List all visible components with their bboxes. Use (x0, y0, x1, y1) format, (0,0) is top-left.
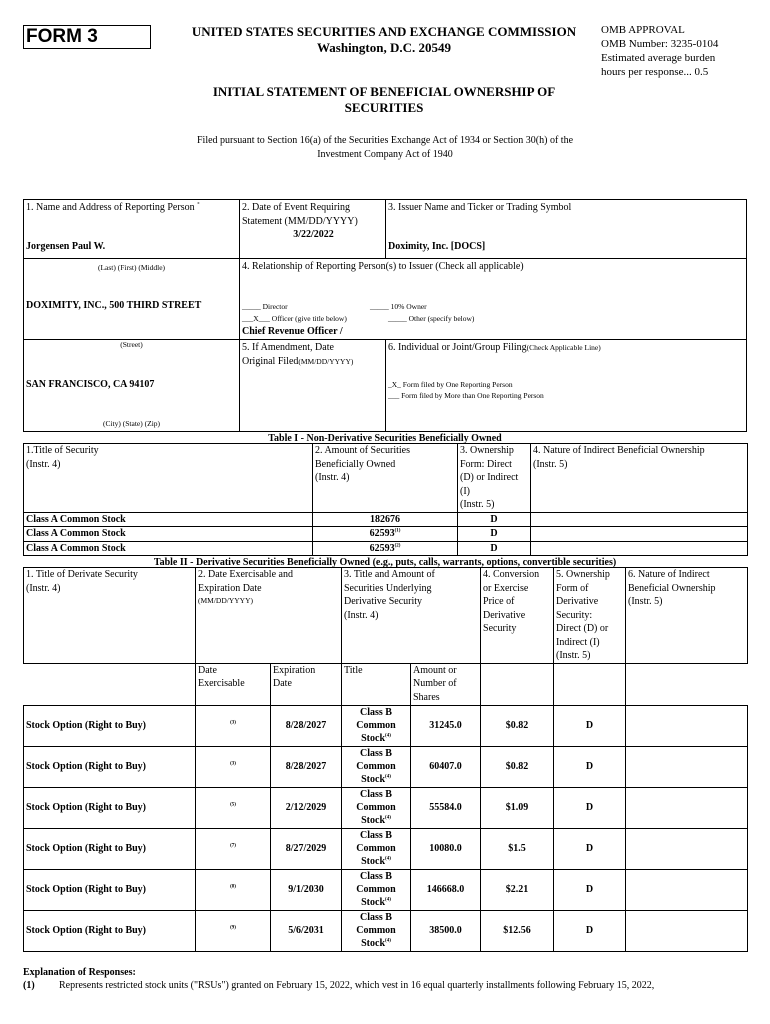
box2-label-2: Statement (MM/DD/YYYY) (242, 215, 358, 227)
form-title-line1: INITIAL STATEMENT OF BENEFICIAL OWNERSHIP OF (212, 84, 556, 99)
t1-row2-amount: 62593$^{(1)}$ (313, 527, 458, 542)
t2-exercisable: (9) (196, 910, 271, 951)
t1-row3-amount: 62593$^{(2)}$ (313, 541, 458, 556)
omb-approval: OMB APPROVAL (601, 24, 685, 36)
t2-security: Stock Option (Right to Buy) (24, 746, 196, 787)
city-caption: (City) (State) (Zip) (102, 419, 161, 428)
filing-option-many: ___ Form filed by More than One Reporting Person (388, 391, 544, 400)
omb-block (601, 23, 766, 79)
t2-security: Stock Option (Right to Buy) (24, 869, 196, 910)
box-reporting-person (23, 199, 240, 432)
t2-sub-amount: Amount or Number of Shares (411, 663, 481, 705)
t2-underlying-title: Class B Common Stock$^{(4)}$ (342, 828, 411, 869)
box5-label-small: (MM/DD/YYYY) (298, 356, 354, 366)
t2-price: $1.09 (481, 787, 554, 828)
t2-sub-blank2 (481, 663, 554, 705)
box-relationship (239, 258, 747, 340)
t1-row2-nature (531, 527, 748, 542)
t2-sub-title: Title (342, 663, 411, 705)
t2-security: Stock Option (Right to Buy) (24, 705, 196, 746)
t1-header-ownership: 3. Ownership Form: Direct (D) or Indirect (I) (Instr. 5) (458, 444, 531, 513)
t1-row2-form: D (458, 527, 531, 542)
t2-shares: 31245.0 (411, 705, 481, 746)
box3-label: 3. Issuer Name and Ticker or Trading Symbol (388, 202, 572, 213)
t2-sub-blank1 (24, 663, 196, 705)
t2-sub-expiration: Expiration Date (271, 663, 342, 705)
box-filing-type (385, 339, 747, 432)
t2-security: Stock Option (Right to Buy) (24, 828, 196, 869)
t2-expiration: 5/6/2031 (271, 910, 342, 951)
t1-row1-nature (531, 512, 748, 527)
form-title-line2: SECURITIES (344, 100, 424, 115)
t2-sub-blank3 (554, 663, 626, 705)
t2-sub-exercisable: Date Exercisable (196, 663, 271, 705)
form-label-box: FORM 3 (23, 25, 151, 49)
box-event-date (239, 199, 386, 259)
box6-label: 6. Individual or Joint/Group Filing (388, 342, 527, 353)
agency-name: UNITED STATES SECURITIES AND EXCHANGE COMMISSION (191, 24, 577, 39)
box-issuer (385, 199, 747, 259)
table2-title: Table II - Derivative Securities Beneficially Owned (e.g., puts, calls, warrants, options, convertible securities) (153, 557, 617, 568)
reporting-person-street: DOXIMITY, INC., 500 THIRD STREET (26, 300, 202, 311)
omb-burden-2: hours per response... 0.5 (601, 66, 709, 78)
filed-pursuant (100, 134, 670, 161)
t1-header-nature: 4. Nature of Indirect Beneficial Ownership (Instr. 5) (531, 444, 748, 513)
box1-divider-1 (23, 258, 240, 259)
t1-header-title: 1.Title of Security (Instr. 4) (24, 444, 313, 513)
t2-nature (626, 746, 748, 787)
t2-underlying-title: Class B Common Stock$^{(4)}$ (342, 705, 411, 746)
t2-nature (626, 910, 748, 951)
street-caption: (Street) (120, 340, 143, 349)
form-title (170, 84, 598, 116)
t2-shares: 146668.0 (411, 869, 481, 910)
t2-price: $1.5 (481, 828, 554, 869)
reporting-person-city: SAN FRANCISCO, CA 94107 (26, 379, 155, 390)
agency-location: Washington, D.C. 20549 (317, 40, 451, 55)
table-row (24, 910, 748, 951)
note-1-text: Represents restricted stock units ("RSUs") granted on February 15, 2022, which vest in 16 equal quarterly installments following February 15, 2022, (59, 980, 655, 991)
t2-exercisable: (7) (196, 828, 271, 869)
t2-price: $2.21 (481, 869, 554, 910)
other-option: _____ Other (specify below) (388, 314, 475, 323)
t2-exercisable: (3) (196, 705, 271, 746)
t2-nature (626, 705, 748, 746)
t2-underlying-title: Class B Common Stock$^{(4)}$ (342, 787, 411, 828)
t2-header-dates: 2. Date Exercisable and Expiration Date (MM/DD/YYYY) (196, 568, 342, 664)
box-amendment (239, 339, 386, 432)
t2-nature (626, 828, 748, 869)
t2-security: Stock Option (Right to Buy) (24, 787, 196, 828)
table-derivative (23, 567, 748, 952)
t1-row1-title: Class A Common Stock (24, 512, 313, 527)
box1-label-mark: * (197, 202, 200, 208)
box5-label-1: 5. If Amendment, Date (242, 342, 334, 353)
t2-expiration: 8/28/2027 (271, 746, 342, 787)
omb-burden-1: Estimated average burden (601, 52, 716, 64)
t2-price: $0.82 (481, 705, 554, 746)
director-option: _____ Director (242, 302, 288, 311)
t1-header-amount: 2. Amount of Securities Beneficially Owned (Instr. 4) (313, 444, 458, 513)
t2-underlying-title: Class B Common Stock$^{(4)}$ (342, 910, 411, 951)
box1-label: 1. Name and Address of Reporting Person (26, 202, 195, 213)
box5-label-2: Original Filed (242, 355, 299, 367)
t2-price: $12.56 (481, 910, 554, 951)
box6-label-small: (Check Applicable Line) (526, 343, 601, 352)
officer-option: ___X___ Officer (give title below) (242, 314, 347, 323)
table-row (24, 746, 748, 787)
box4-label: 4. Relationship of Reporting Person(s) to Issuer (Check all applicable) (242, 261, 524, 272)
t2-sub-blank4 (626, 663, 748, 705)
table-row (24, 787, 748, 828)
t2-header-underlying: 3. Title and Amount of Securities Underlying Derivative Security (Instr. 4) (342, 568, 481, 664)
t1-row3-title: Class A Common Stock (24, 541, 313, 556)
t2-form: D (554, 869, 626, 910)
explanation-heading: Explanation of Responses: (23, 967, 136, 978)
table1-title: Table I - Non-Derivative Securities Beneficially Owned (268, 433, 502, 444)
box1-divider-2 (23, 339, 240, 340)
table-row (24, 869, 748, 910)
t2-exercisable: (8) (196, 869, 271, 910)
box2-label-1: 2. Date of Event Requiring (242, 202, 351, 213)
table-row (24, 705, 748, 746)
reporting-person-name: Jorgensen Paul W. (26, 241, 106, 252)
t2-form: D (554, 746, 626, 787)
t2-shares: 10080.0 (411, 828, 481, 869)
t2-shares: 38500.0 (411, 910, 481, 951)
t2-exercisable: (3) (196, 746, 271, 787)
t2-form: D (554, 787, 626, 828)
t2-underlying-title: Class B Common Stock$^{(4)}$ (342, 746, 411, 787)
filing-option-one: _X_ Form filed by One Reporting Person (388, 380, 513, 389)
omb-number: OMB Number: 3235-0104 (601, 38, 719, 50)
name-caption: (Last) (First) (Middle) (97, 263, 166, 272)
t2-form: D (554, 910, 626, 951)
t2-shares: 60407.0 (411, 746, 481, 787)
event-date-value: 3/22/2022 (293, 229, 334, 240)
t2-expiration: 8/28/2027 (271, 705, 342, 746)
t2-form: D (554, 828, 626, 869)
filed-pursuant-line2: Investment Company Act of 1940 (317, 148, 453, 160)
t2-shares: 55584.0 (411, 787, 481, 828)
t2-expiration: 8/27/2029 (271, 828, 342, 869)
t2-form: D (554, 705, 626, 746)
table-row (24, 541, 748, 556)
t1-row3-nature (531, 541, 748, 556)
note-1-number: (1) (23, 980, 35, 991)
t1-row2-title: Class A Common Stock (24, 527, 313, 542)
filed-pursuant-line1: Filed pursuant to Section 16(a) of the Securities Exchange Act of 1934 or Section 30(h) of the (196, 135, 574, 146)
t2-body (24, 705, 748, 951)
t2-security: Stock Option (Right to Buy) (24, 910, 196, 951)
table-row (24, 527, 748, 542)
ten-pct-owner-option: _____ 10% Owner (370, 302, 427, 311)
table-row (24, 512, 748, 527)
table-row (24, 828, 748, 869)
t1-row3-form: D (458, 541, 531, 556)
t2-expiration: 9/1/2030 (271, 869, 342, 910)
issuer-value: Doximity, Inc. [DOCS] (388, 241, 486, 252)
t2-exercisable: (5) (196, 787, 271, 828)
t2-expiration: 2/12/2029 (271, 787, 342, 828)
t2-price: $0.82 (481, 746, 554, 787)
officer-title: Chief Revenue Officer / (242, 326, 343, 337)
t1-row1-form: D (458, 512, 531, 527)
t2-nature (626, 869, 748, 910)
table-non-derivative (23, 443, 748, 556)
t2-nature (626, 787, 748, 828)
t2-underlying-title: Class B Common Stock$^{(4)}$ (342, 869, 411, 910)
t1-row1-amount: 182676 (313, 512, 458, 527)
t2-header-nature: 6. Nature of Indirect Beneficial Ownership (Instr. 5) (626, 568, 748, 664)
t2-header-ownership: 5. Ownership Form of Derivative Security: Direct (D) or Indirect (I) (Instr. 5) (554, 568, 626, 664)
t2-header-conversion: 4. Conversion or Exercise Price of Derivative Security (481, 568, 554, 664)
t2-header-security: 1. Title of Derivate Security (Instr. 4) (24, 568, 196, 664)
explanation-note-1 (23, 979, 763, 993)
